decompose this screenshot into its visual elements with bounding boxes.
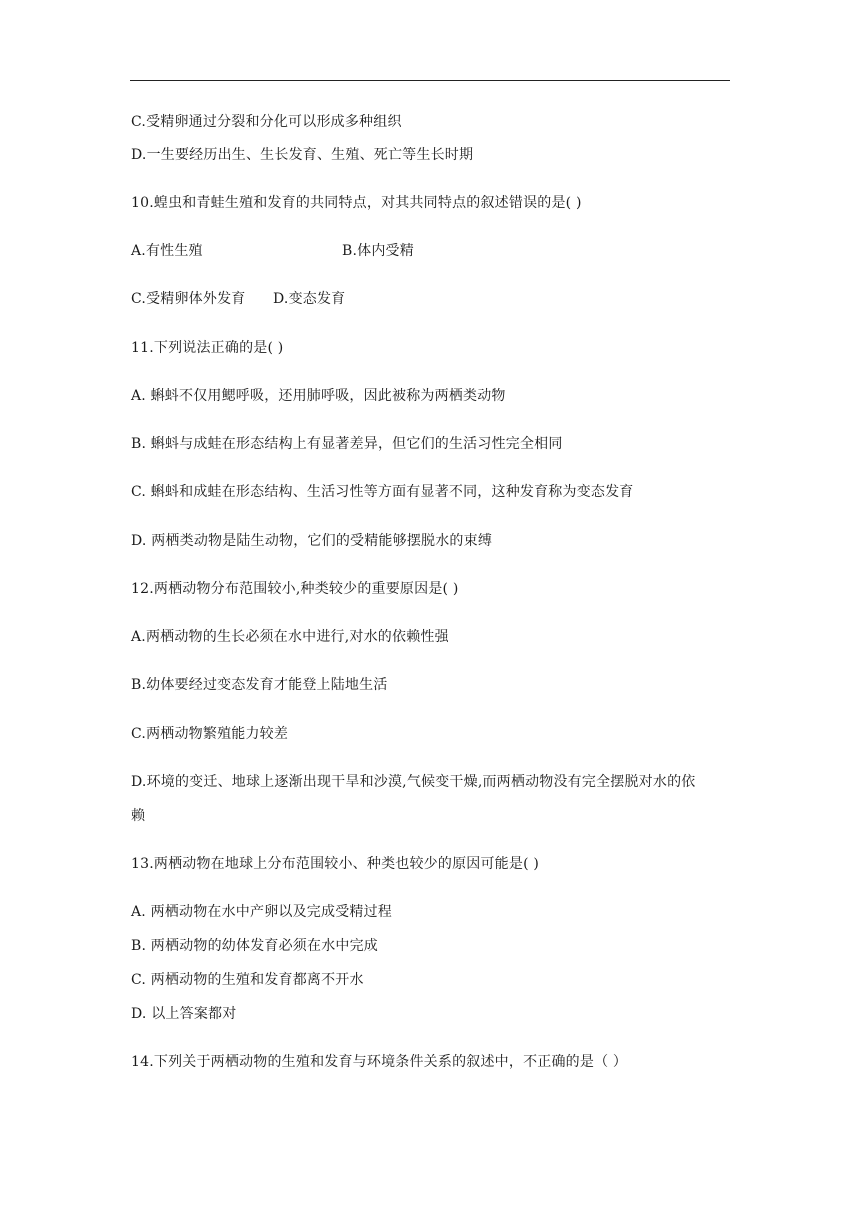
q12-stem: 12.两栖动物分布范围较小,种类较少的重要原因是( ) <box>131 581 459 597</box>
q13-option-b: B. 两栖动物的幼体发育必须在水中完成 <box>131 938 378 954</box>
q13-stem: 13.两栖动物在地球上分布范围较小、种类也较少的原因可能是( ) <box>131 856 540 872</box>
q9-option-c: C.受精卵通过分裂和分化可以形成多种组织 <box>131 114 402 130</box>
q12-option-b: B.幼体要经过变态发育才能登上陆地生活 <box>131 677 388 693</box>
q11-option-d: D. 两栖类动物是陆生动物，它们的受精能够摆脱水的束缚 <box>131 533 493 549</box>
q10-option-c: C.受精卵体外发育 <box>131 291 246 307</box>
q13-option-a: A. 两栖动物在水中产卵以及完成受精过程 <box>131 904 393 920</box>
q13-option-d: D. 以上答案都对 <box>131 1006 237 1022</box>
q12-option-a: A.两栖动物的生长必须在水中进行,对水的依赖性强 <box>131 629 449 645</box>
q9-option-d: D.一生要经历出生、生长发育、生殖、死亡等生长时期 <box>131 147 474 163</box>
q11-option-a: A. 蝌蚪不仅用鳃呼吸，还用肺呼吸，因此被称为两栖类动物 <box>131 388 506 404</box>
q10-option-d: D.变态发育 <box>273 291 346 307</box>
q10-stem: 10.蝗虫和青蛙生殖和发育的共同特点，对其共同特点的叙述错误的是( ) <box>131 195 582 211</box>
header-rule <box>130 80 730 81</box>
q14-stem: 14.下列关于两栖动物的生殖和发育与环境条件关系的叙述中，不正确的是（ ） <box>131 1054 628 1070</box>
q13-option-c: C. 两栖动物的生殖和发育都离不开水 <box>131 972 364 988</box>
q12-option-c: C.两栖动物繁殖能力较差 <box>131 726 289 742</box>
q10-option-b: B.体内受精 <box>342 243 414 259</box>
q11-option-b: B. 蝌蚪与成蛙在形态结构上有显著差异，但它们的生活习性完全相同 <box>131 436 563 452</box>
q12-option-d-line2: 赖 <box>131 808 146 824</box>
q11-option-c: C. 蝌蚪和成蛙在形态结构、生活习性等方面有显著不同，这种发育称为变态发育 <box>131 484 634 500</box>
q10-option-a: A.有性生殖 <box>131 243 203 259</box>
q12-option-d-line1: D.环境的变迁、地球上逐渐出现干旱和沙漠,气候变干燥,而两栖动物没有完全摆脱对水的依 <box>131 774 696 790</box>
q11-stem: 11.下列说法正确的是( ) <box>131 340 284 356</box>
